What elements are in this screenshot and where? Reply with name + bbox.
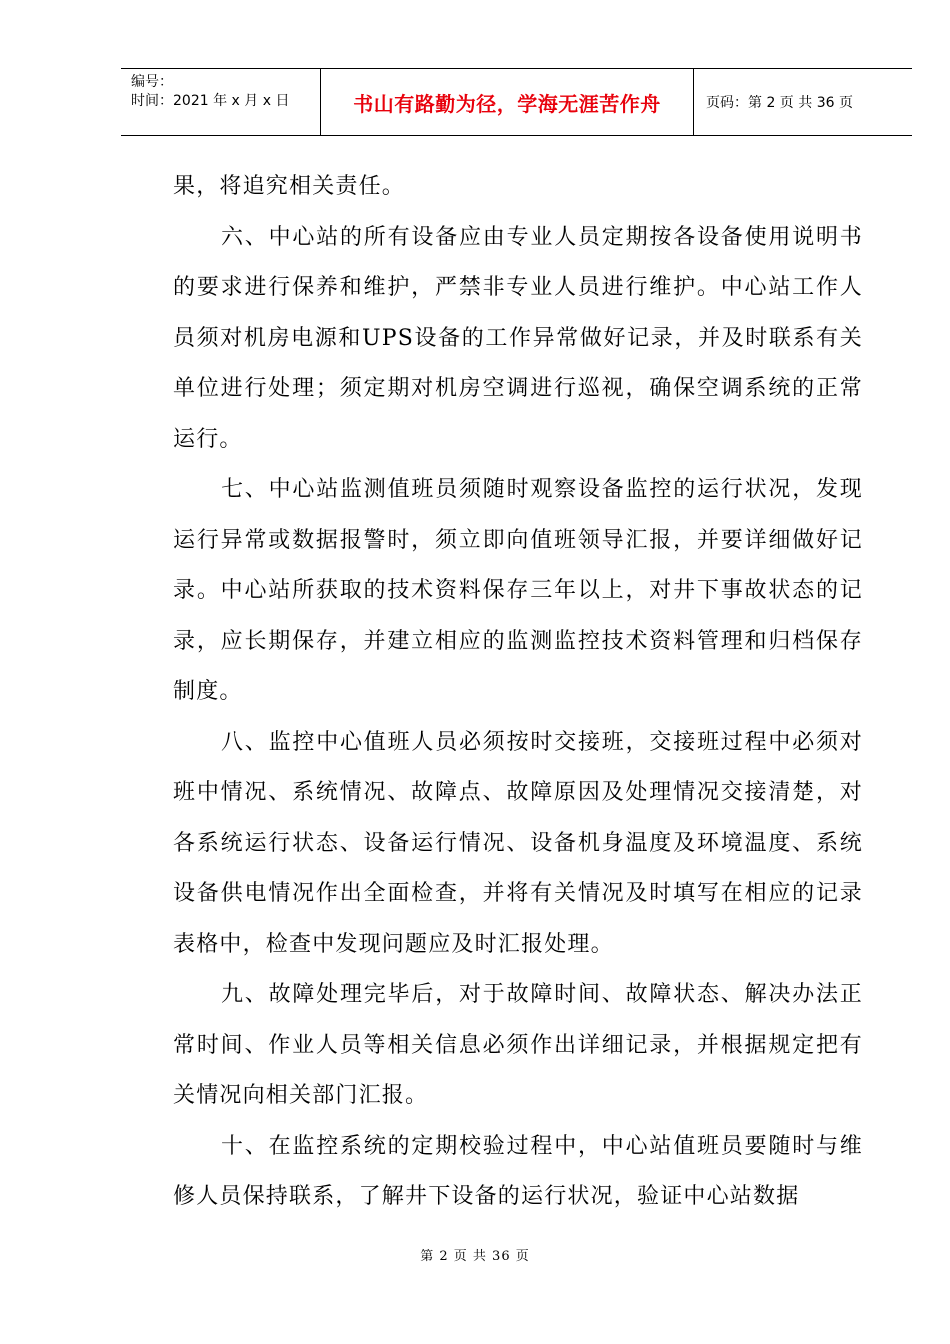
page-header <box>121 68 912 136</box>
paragraph-item-7: 七、中心站监测值班员须随时观察设备监控的运行状况，发现运行异常或数据报警时，须立即向值班领导汇报，并要详细做好记录。中心站所获取的技术资料保存三年以上，对井下事故状态的记录，应长期保存，并建立相应的监测监控技术资料管理和归档保存制度。 <box>173 477 863 704</box>
paragraph-item-6: 六、中心站的所有设备应由专业人员定期按各设备使用说明书的要求进行保养和维护，严禁非专业人员进行维护。中心站工作人员须对机房电源和UPS设备的工作异常做好记录，并及时联系有关单位进行处理；须定期对机房空调进行巡视，确保空调系统的正常运行。 <box>173 224 863 452</box>
header-page-number: 页码：第 2 页 共 36 页 <box>706 95 853 111</box>
paragraph-continuation: 果，将追究相关责任。 <box>173 174 406 199</box>
paragraph-item-10: 十、在监控系统的定期校验过程中，中心站值班员要随时与维修人员保持联系，了解井下设备的运行状况，验证中心站数据 <box>173 1133 863 1209</box>
document-body <box>173 162 863 1223</box>
document-time-label: 时间：2021 年 x 月 x 日 <box>131 93 290 109</box>
paragraph-item-8: 八、监控中心值班人员必须按时交接班，交接班过程中必须对班中情况、系统情况、故障点、故障原因及处理情况交接清楚，对各系统运行状态、设备运行情况、设备机身温度及环境温度、系统设备供电情况作出全面检查，并将有关情况及时填写在相应的记录表格中，检查中发现问题应及时汇报处理。 <box>173 729 863 957</box>
header-meta-cell <box>121 69 321 135</box>
header-motto: 书山有路勤为径，学海无涯苦作舟 <box>321 69 694 135</box>
page-footer: 第 2 页 共 36 页 <box>420 1249 530 1264</box>
document-number-label: 编号： <box>131 74 173 90</box>
paragraph-item-9: 九、故障处理完毕后，对于故障时间、故障状态、解决办法正常时间、作业人员等相关信息必须作出详细记录，并根据规定把有关情况向相关部门汇报。 <box>173 982 863 1108</box>
